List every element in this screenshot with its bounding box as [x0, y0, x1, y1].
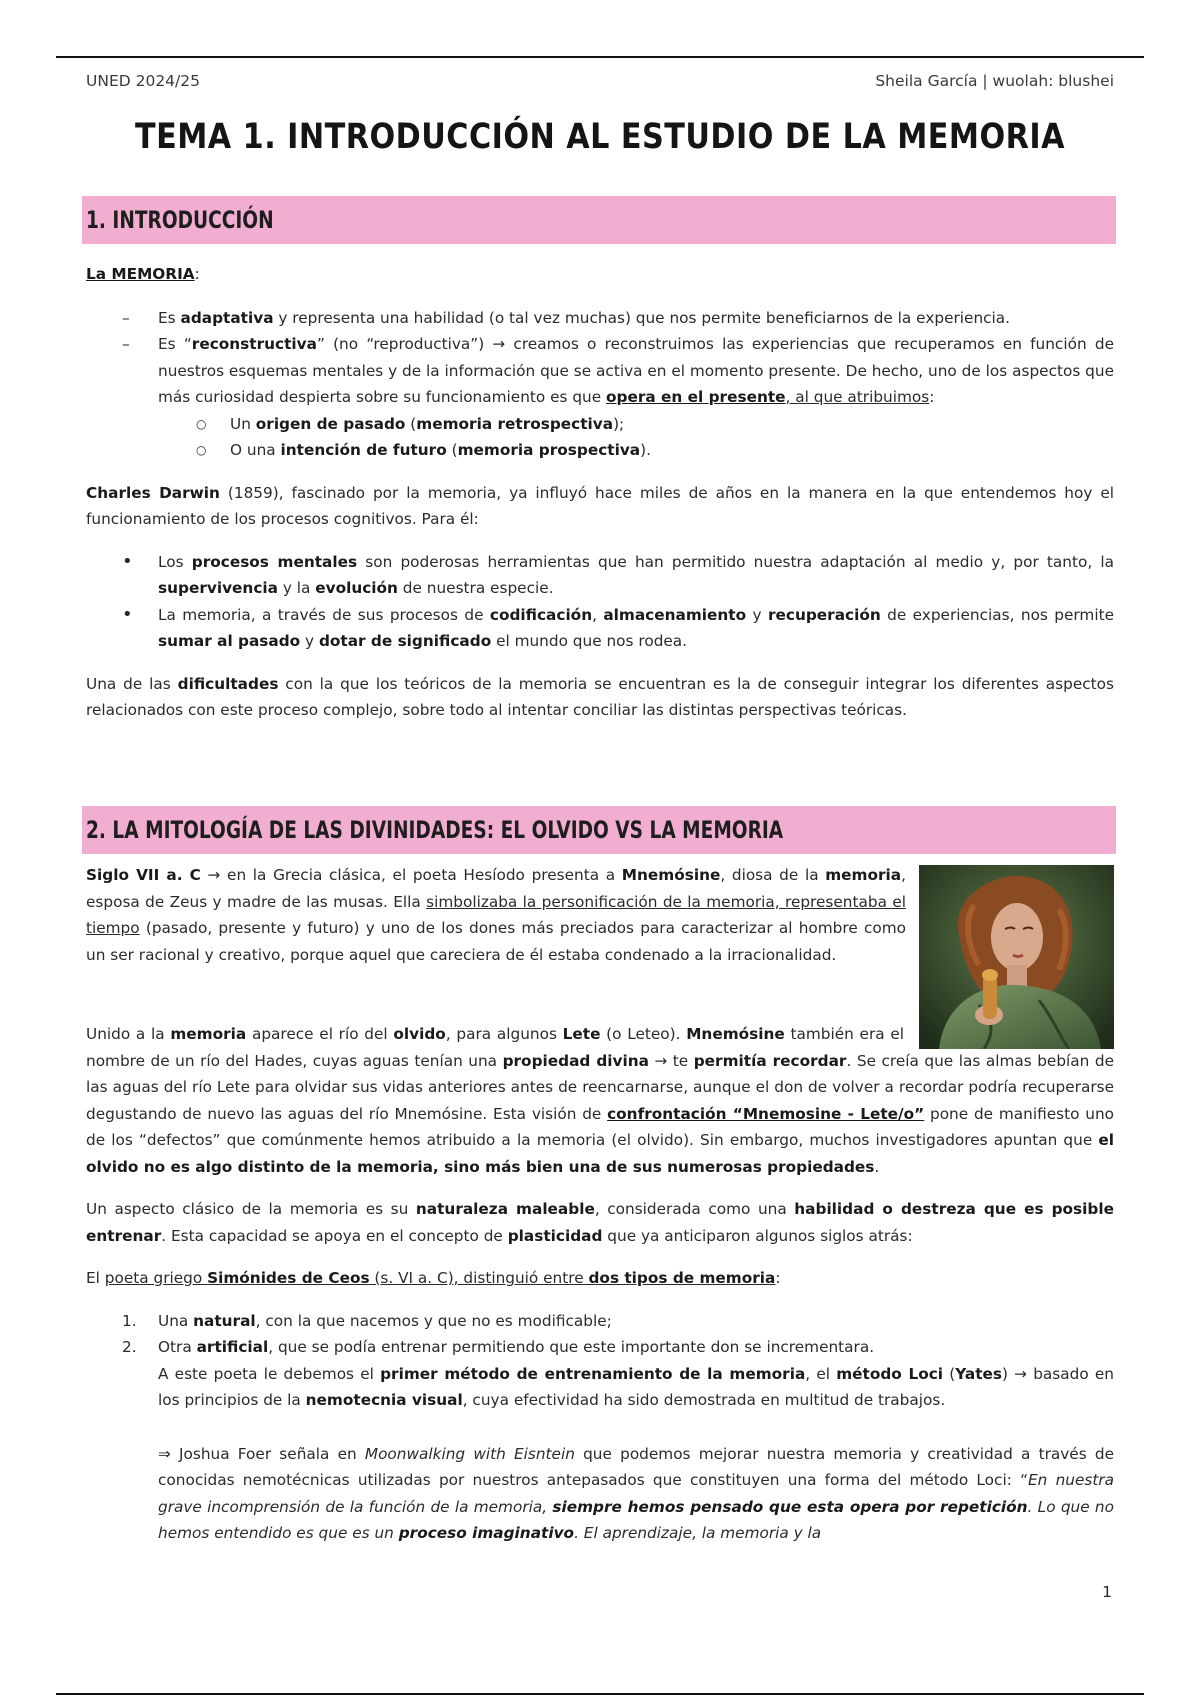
list-item: • Los procesos mentales son poderosas herramientas que han permitido nuestra adaptación al medio y, por tanto, la supervivencia y la evolución de nuestra especie.: [86, 549, 1114, 602]
memory-types-list: [86, 1308, 1114, 1547]
memoria-time-sublist: [158, 411, 1114, 464]
section-heading-1-text: 1. INTRODUCCIÓN: [86, 206, 274, 234]
bottom-rule: [56, 1693, 1144, 1695]
olvido-block: [86, 1021, 1114, 1547]
simonides-paragraph: El poeta griego Simónides de Ceos (s. VI a. C), distinguió entre dos tipos de memoria:: [86, 1269, 781, 1287]
mnemosine-paragraph: Siglo VII a. C → en la Grecia clásica, el poeta Hesíodo presenta a Mnemósine, diosa de la memoria, esposa de Zeus y madre de las musas. Ella simbolizaba la personificación de la memoria, representaba el tiempo (pasado, presente y futuro) y uno de los dones más preciados para caracterizar al hombre como un ser racional y creativo, porque aquel que careciera de él estaba condenado a la irracionalidad.: [86, 866, 906, 964]
list-item: – Es “reconstructiva” (no “reproductiva”) → creamos o reconstruimos las experiencias que recuperamos en función de nuestros esquemas mentales y de la información que se activa en el momento presente. De hecho, uno de los aspectos que más curiosidad despierta sobre su funcionamiento es que opera en el presente, al que atribuimos: ○ Un origen de pasado (memoria retrospectiva); ○ O una intención de futuro (memoria prospectiva).: [86, 331, 1114, 464]
page-number: 1: [1102, 1583, 1112, 1601]
maleable-paragraph: Un aspecto clásico de la memoria es su naturaleza maleable, considerada como una habilidad o destreza que es posible entrenar. Esta capacidad se apoya en el concepto de plasticidad que ya anticiparon algunos siglos atrás:: [86, 1200, 1114, 1245]
list-item: • La memoria, a través de sus procesos de codificación, almacenamiento y recuperación de experiencias, nos permite sumar al pasado y dotar de significado el mundo que nos rodea.: [86, 602, 1114, 655]
list-item: 1. Una natural, con la que nacemos y que no es modificable;: [122, 1311, 612, 1330]
dificultades-paragraph: Una de las dificultades con la que los teóricos de la memoria se encuentran es la de conseguir integrar los diferentes aspectos relacionados con este proceso complejo, sobre todo al intentar conciliar las distintas perspectivas teóricas.: [86, 674, 1114, 719]
list-item: ○ O una intención de futuro (memoria prospectiva).: [86, 437, 1114, 464]
memoria-properties-list: [86, 305, 1114, 464]
page-title: TEMA 1. INTRODUCCIÓN AL ESTUDIO DE LA MEMORIA: [135, 117, 1065, 157]
header-author: Sheila García | wuolah: blushei: [875, 72, 1114, 90]
section-heading-1: [82, 196, 1116, 244]
list-item: ○ Un origen de pasado (memoria retrospectiva);: [86, 411, 1114, 438]
lete-paragraph: Unido a la memoria aparece el río del olvido, para algunos Lete (o Leteo). Mnemósine también era el nombre de un río del Hades, cuyas aguas tenían una propiedad divina → te permitía recordar. Se creía que las almas bebían de las aguas del río Lete para olvidar sus vidas anteriores antes de reencarnarse, aunque el don de volver a recordar podría recuperarse degustando de nuevo las aguas del río Mnemósine. Esta visión de confrontación “Mnemosine - Lete/o” pone de manifiesto uno de los “defectos” que comúnmente hemos atribuido a la memoria (el olvido). Sin embargo, muchos investigadores apuntan que el olvido no es algo distinto de la memoria, sino más bien una de sus numerosas propiedades.: [86, 1025, 1115, 1176]
list-item: – Es adaptativa y representa una habilidad (o tal vez muchas) que nos permite beneficiarnos de la experiencia.: [86, 305, 1114, 332]
page-header: [86, 72, 1114, 90]
darwin-bullet-list: [86, 549, 1114, 655]
foer-paragraph: ⇒ Joshua Foer señala en Moonwalking with Eisntein que podemos mejorar nuestra memoria y creatividad a través de conocidas nemotécnicas utilizadas por nuestros antepasados que constituyen una forma del método Loci: “En nuestra grave incomprensión de la función de la memoria, siempre hemos pensado que esta opera por repetición. Lo que no hemos entendido es que es un proceso imaginativo. El aprendizaje, la memoria y la: [158, 1444, 1114, 1542]
list-item: 2. Otra artificial, que se podía entrenar permitiendo que este importante don se incrementara. A este poeta le debemos el primer método de entrenamiento de la memoria, el método Loci (Yates) → basado en los principios de la nemotecnia visual, cuya efectividad ha sido demostrada en multitud de trabajos. ⇒ Joshua Foer señala en Moonwalking with Eisntein que podemos mejorar nuestra memoria y creatividad a través de conocidas nemotécnicas utilizadas por nuestros antepasados que constituyen una forma del método Loci: “En nuestra grave incomprensión de la función de la memoria, siempre hemos pensado que esta opera por repetición. Lo que no hemos entendido es que es un proceso imaginativo. El aprendizaje, la memoria y la: [86, 1334, 1114, 1547]
header-course: UNED 2024/25: [86, 72, 200, 90]
darwin-paragraph: Charles Darwin (1859), fascinado por la memoria, ya influyó hace miles de años en la manera en la que entendemos hoy el funcionamiento de los procesos cognitivos. Para él:: [86, 483, 1114, 528]
section-heading-2-text: 2. LA MITOLOGÍA DE LAS DIVINIDADES: EL OLVIDO VS LA MEMORIA: [86, 816, 784, 844]
intro-block: [86, 261, 1114, 724]
section-heading-2: [82, 806, 1116, 854]
top-rule: [56, 56, 1144, 58]
memoria-label: La MEMORIA:: [86, 265, 200, 283]
